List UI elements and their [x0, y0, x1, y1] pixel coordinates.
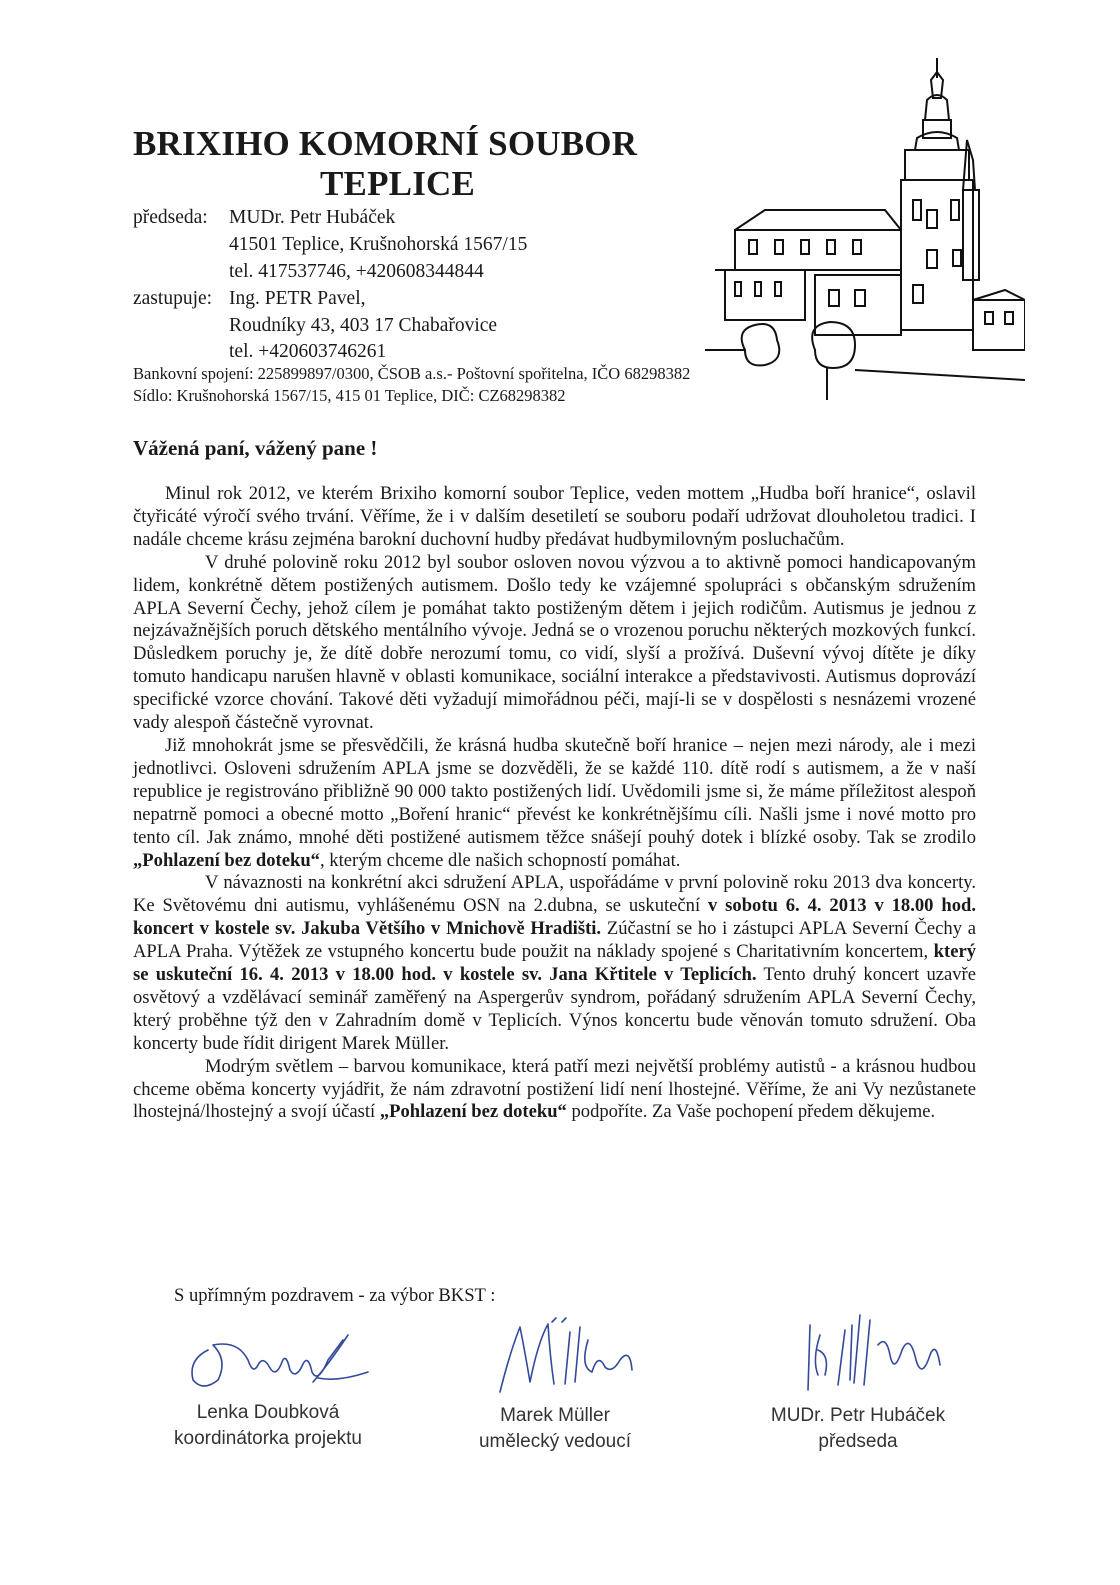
salutation: Vážená paní, vážený pane !: [133, 436, 378, 460]
chairman-name: MUDr. Petr Hubáček: [229, 207, 396, 228]
signer-name-2: Marek Müller: [500, 1405, 610, 1426]
signature-hubacek: [790, 1305, 950, 1395]
signature-block-3: [743, 1403, 973, 1455]
deputy-phone: tel. +420603746261: [229, 341, 387, 362]
signature-block-2: [440, 1403, 670, 1455]
title-line-2: TEPLICE: [320, 164, 476, 203]
chairman-label: předseda:: [133, 207, 208, 228]
church-tower-drawing-icon: [705, 50, 1025, 410]
paragraph-4-text-a: V návaznosti na konkrétní akci sdružení APLA, uspořádáme v první polovině roku 2013 dva koncerty. Ke Světovému dni autismu, vyhlášenému OSN na 2.dubna, se uskuteční: [133, 872, 976, 917]
paragraph-2: V druhé polovině roku 2012 byl soubor osloven novou výzvou a to aktivně pomoci handicapovaným lidem, konkrétně dětem postižených autismem. Došlo tedy ke vzájemné spolupráci s občanským sdružením APLA Severní Čechy, jehož cílem je pomáhat takto postiženým dětem i jejich rodičům. Autismus je jednou z nejzávažnějších poruch dětského mentálního vývoje. Jedná se o vrozenou poruchu některých mozkových funkcí. Důsledkem poruchy je, že dítě dobře nerozumí tomu, co vidí, slyší a prožívá. Duševní vývoj dítěte je díky tomuto handicapu narušen hlavně v oblasti komunikace, sociální interakce a představivosti. Autismus doprovází specifické vzorce chování. Takové děti vyžadují mimořádnou péči, mají-li se v dospělosti s nesnázemi vrozené vady alespoň částečně vyrovnat.: [133, 551, 976, 734]
title-line-1: BRIXIHO KOMORNÍ SOUBOR: [133, 124, 638, 163]
deputy-address: Roudníky 43, 403 17 Chabařovice: [229, 315, 498, 336]
signature-block-1: [153, 1400, 383, 1452]
paragraph-3-text-a: Již mnohokrát jsme se přesvědčili, že krásná hudba skutečně boří hranice – nejen mezi národy, ale i mezi jednotlivci. Osloveni sdružením APLA jsme se dozvěděli, že se každé 110. dítě rodí s autismem, a že v naší republice je registrováno přibližně 90 000 takto postižených lidí. Uvědomili jsme si, že máme příležitost alespoň nepatrně pomoci a obecné motto „Boření hranic“ převést ke konkrétnějšímu cíli. Našli jsme i nové motto pro tento cíl. Jak známo, mnohé děti postižené autismem těžce snášejí pouhý dotek i blízké osoby. Tak se zrodilo: [133, 734, 976, 848]
deputy-label: zastupuje:: [133, 288, 213, 309]
motto-bold-1: „Pohlazení bez doteku“: [133, 849, 320, 871]
paragraph-5: [133, 1056, 976, 1125]
concert-1-bold: v sobotu 6. 4. 2013 v 18.00 hod. koncert v kostele sv. Jakuba Většího v Mnichově Hradišti.: [133, 895, 976, 940]
signer-role-1: koordinátorka projektu: [174, 1428, 362, 1449]
paragraph-5-text-b: podpoříte. Za Vaše pochopení předem děkujeme.: [566, 1101, 936, 1123]
signature-doubkova: [178, 1320, 378, 1400]
signer-name-3: MUDr. Petr Hubáček: [770, 1405, 946, 1426]
chairman-address: 41501 Teplice, Krušnohorská 1567/15: [229, 234, 528, 255]
signer-role-3: předseda: [818, 1431, 898, 1452]
signer-role-2: umělecký vedoucí: [478, 1431, 632, 1452]
paragraph-1: Minul rok 2012, ve kterém Brixiho komorní soubor Teplice, veden mottem „Hudba boří hranice“, oslavil čtyřicáté výročí svého trvání. Věříme, že i v dalším desetiletí se souboru podaří udržovat dlouholetou tradici. I nadále chceme krásu zejména barokní duchovní hudby předávat hudbymilovným posluchačům.: [133, 483, 976, 550]
letter-body: [133, 483, 976, 1124]
chairman-phone: tel. 417537746, +420608344844: [229, 261, 484, 282]
paragraph-4: [133, 872, 976, 1055]
closing-line: S upřímným pozdravem - za výbor BKST :: [174, 1285, 496, 1306]
bank-details: Bankovní spojení: 225899897/0300, ČSOB a.s.- Poštovní spořitelna, IČO 68298382: [133, 364, 691, 383]
paragraph-4-text-c: Tento druhý koncert uzavře osvětový a vzdělávací seminář zaměřený na Aspergerův syndrom, pořádaný sdružením APLA Severní Čechy, který proběhne týž den v Zahradním domě v Teplicích. Výnos koncertu bude věnován tomuto sdružení. Oba koncerty bude řídit dirigent Marek Müller.: [133, 964, 976, 1054]
seat-details: Sídlo: Krušnohorská 1567/15, 415 01 Teplice, DIČ: CZ68298382: [133, 386, 566, 405]
paragraph-4-text-b: Zúčastní se ho i zástupci APLA Severní Čechy a APLA Praha. Výtěžek ze vstupného koncertu bude použit na náklady spojené s Charitativním koncertem,: [133, 918, 976, 963]
signer-name-1: Lenka Doubková: [196, 1402, 340, 1423]
paragraph-3: [133, 735, 976, 872]
paragraph-5-text-a: Modrým světlem – barvou komunikace, která patří mezi největší problémy autistů - a krásnou hudbou chceme oběma koncerty vyjádřit, že nám zdravotní postižení lidí není lhostejné. Věříme, že ani Vy nezůstanete lhostejná/lhostejný a svojí účastí: [133, 1055, 976, 1123]
motto-bold-2: „Pohlazení bez doteku“: [379, 1101, 567, 1123]
signature-muller: [480, 1312, 660, 1402]
paragraph-3-text-b: , kterým chceme dle našich schopností pomáhat.: [319, 849, 681, 871]
deputy-name: Ing. PETR Pavel,: [229, 288, 366, 309]
concert-2-bold: který se uskuteční 16. 4. 2013 v 18.00 hod. v kostele sv. Jana Křtitele v Teplicích.: [133, 941, 976, 986]
